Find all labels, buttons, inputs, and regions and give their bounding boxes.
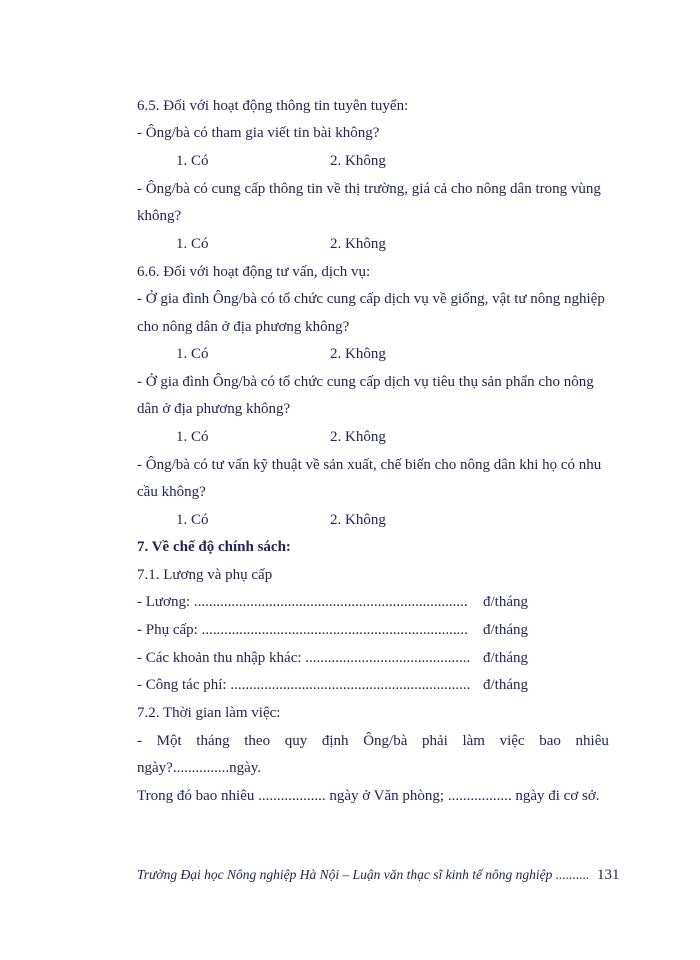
word: Một — [156, 733, 182, 749]
word: phải — [422, 733, 448, 749]
working-days-breakdown: Trong đó bao nhiêu .................. ngày ở Văn phòng; ................. ngày đi cơ sở. — [137, 788, 600, 804]
word: theo — [244, 733, 271, 749]
word: định — [321, 733, 349, 749]
allowance-row — [137, 620, 528, 640]
word: bao — [539, 733, 561, 749]
question-text: - Ở gia đình Ông/bà có tổ chức cung cấp dịch vụ về giống, vật tư nông nghiệp — [137, 291, 605, 307]
question-text: - Ông/bà có tham gia viết tin bài không? — [137, 125, 380, 141]
salary-row — [137, 592, 528, 612]
word: việc — [499, 733, 525, 749]
section-7-2-heading: 7.2. Thời gian làm việc: — [137, 705, 281, 721]
footer-text: Trường Đại học Nông nghiệp Hà Nội – Luận văn thạc sĩ kinh tế nông nghiệp .......... — [137, 867, 590, 882]
question-text-cont: cầu không? — [137, 484, 206, 500]
page-number: 131 — [596, 867, 620, 883]
answer-options — [176, 427, 386, 447]
question-text-cont: cho nông dân ở địa phương không? — [137, 319, 350, 335]
section-6-5-heading: 6.5. Đối với hoạt động thông tin tuyên tuyển: — [137, 98, 409, 114]
word: quy — [284, 733, 308, 749]
page-footer — [137, 865, 619, 885]
option-no: 2. Không — [330, 429, 386, 445]
option-no: 2. Không — [330, 236, 386, 252]
unit-label: đ/tháng — [483, 677, 528, 693]
option-yes: 1. Có — [176, 512, 209, 528]
answer-options — [176, 151, 386, 171]
working-days-question — [137, 731, 609, 751]
travel-expense-row — [137, 675, 528, 695]
salary-label: - Lương: ......................................................................... — [137, 594, 468, 610]
other-income-row — [137, 648, 528, 668]
option-yes: 1. Có — [176, 346, 209, 362]
question-text-cont: dân ở địa phương không? — [137, 401, 291, 417]
question-text-cont: không? — [137, 208, 182, 224]
unit-label: đ/tháng — [483, 594, 528, 610]
option-yes: 1. Có — [176, 429, 209, 445]
word: Ông/bà — [363, 733, 408, 749]
unit-label: đ/tháng — [483, 622, 528, 638]
answer-options — [176, 344, 386, 364]
travel-expense-label: - Công tác phí: ................................................................ — [137, 677, 471, 693]
question-text: - Ở gia đình Ông/bà có tổ chức cung cấp dịch vụ tiêu thụ sản phẩn cho nông — [137, 374, 594, 390]
option-no: 2. Không — [330, 153, 386, 169]
working-days-answer: ngày?...............ngày. — [137, 760, 261, 776]
allowance-label: - Phụ cấp: ....................................................................... — [137, 622, 468, 638]
unit-label: đ/tháng — [483, 650, 528, 666]
option-yes: 1. Có — [176, 236, 209, 252]
option-yes: 1. Có — [176, 153, 209, 169]
other-income-label: - Các khoản thu nhập khác: ............................................ — [137, 650, 471, 666]
answer-options — [176, 510, 386, 530]
word: - — [137, 733, 142, 749]
section-7-1-heading: 7.1. Lương và phụ cấp — [137, 567, 273, 583]
word: nhiêu — [575, 733, 609, 749]
section-7-heading: 7. Về chế độ chính sách: — [137, 539, 291, 555]
section-6-6-heading: 6.6. Đối với hoạt động tư vấn, dịch vụ: — [137, 264, 371, 280]
answer-options — [176, 234, 386, 254]
option-no: 2. Không — [330, 512, 386, 528]
question-text: - Ông/bà có tư vấn kỹ thuật về sản xuất, chế biến cho nông dân khi họ có nhu — [137, 457, 602, 473]
word: làm — [462, 733, 485, 749]
word: tháng — [196, 733, 230, 749]
question-text: - Ông/bà có cung cấp thông tin về thị trường, giá cả cho nông dân trong vùng — [137, 181, 601, 197]
option-no: 2. Không — [330, 346, 386, 362]
